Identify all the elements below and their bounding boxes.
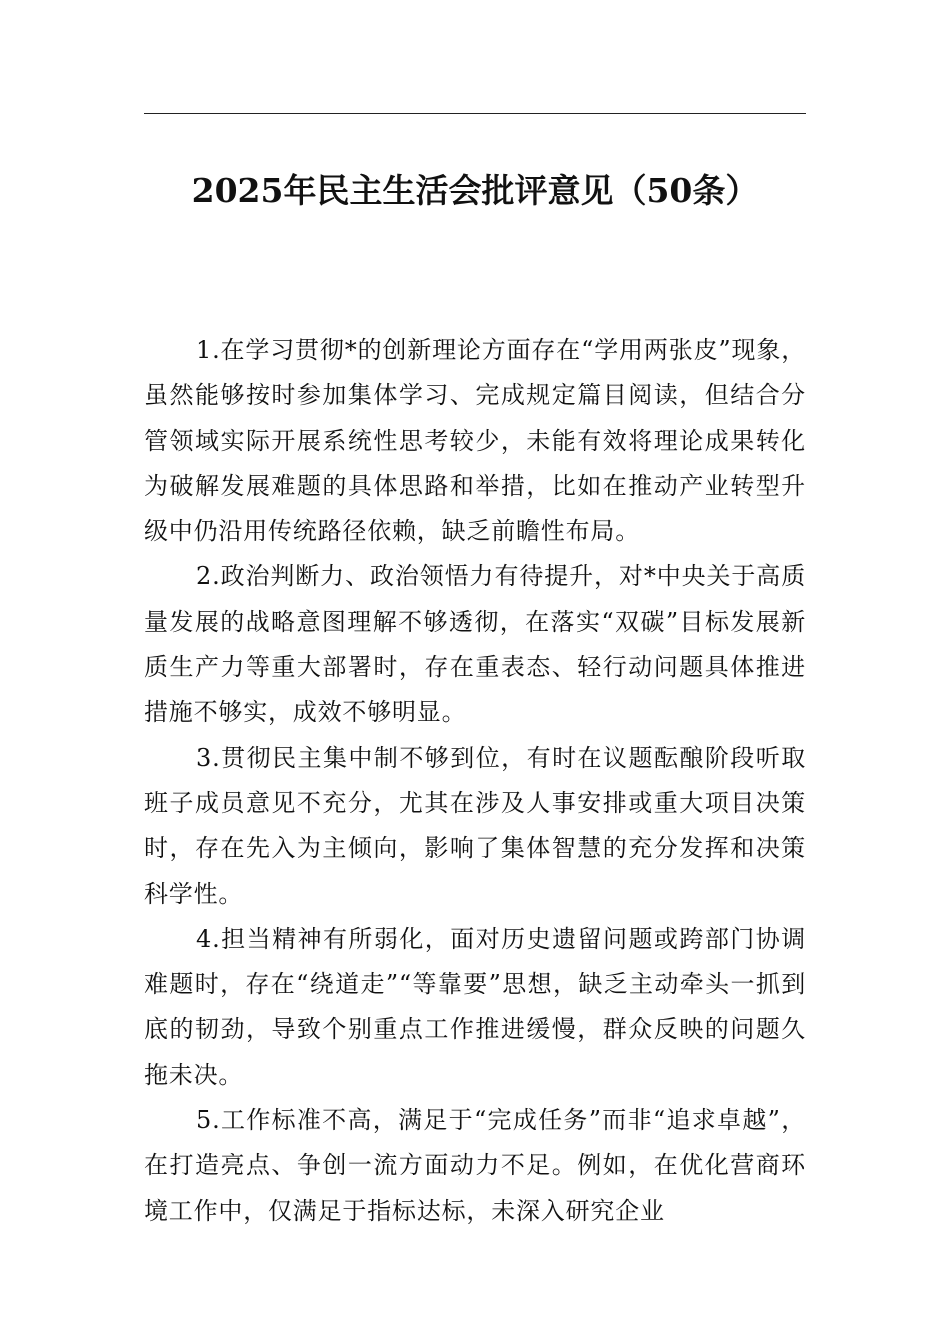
- header-rule: [144, 113, 806, 114]
- paragraph-2: 2.政治判断力、政治领悟力有待提升，对*中央关于高质量发展的战略意图理解不够透彻，在落实“双碳”目标发展新质生产力等重大部署时，存在重表态、轻行动问题具体推进措施不够实，成效不够明显。: [144, 562, 806, 727]
- paragraph-3: 3.贯彻民主集中制不够到位，有时在议题酝酿阶段听取班子成员意见不充分，尤其在涉及人事安排或重大项目决策时，存在先入为主倾向，影响了集体智慧的充分发挥和决策科学性。: [144, 743, 806, 908]
- paragraph-1: 1.在学习贯彻*的创新理论方面存在“学用两张皮”现象，虽然能够按时参加集体学习、完成规定篇目阅读，但结合分管领域实际开展系统性思考较少，未能有效将理论成果转化为破解发展难题的具体思路和举措，比如在推动产业转型升级中仍沿用传统路径依赖，缺乏前瞻性布局。: [144, 336, 806, 546]
- document-title: 2025年民主生活会批评意见（50条）: [191, 171, 759, 210]
- paragraph-5: 5.工作标准不高，满足于“完成任务”而非“追求卓越”，在打造亮点、争创一流方面动力不足。例如，在优化营商环境工作中，仅满足于指标达标，未深入研究企业: [144, 1106, 806, 1225]
- paragraph-4: 4.担当精神有所弱化，面对历史遗留问题或跨部门协调难题时，存在“绕道走”“等靠要”思想，缺乏主动牵头一抓到底的韧劲，导致个别重点工作推进缓慢，群众反映的问题久拖未决。: [144, 924, 806, 1089]
- document-body: [144, 328, 806, 1234]
